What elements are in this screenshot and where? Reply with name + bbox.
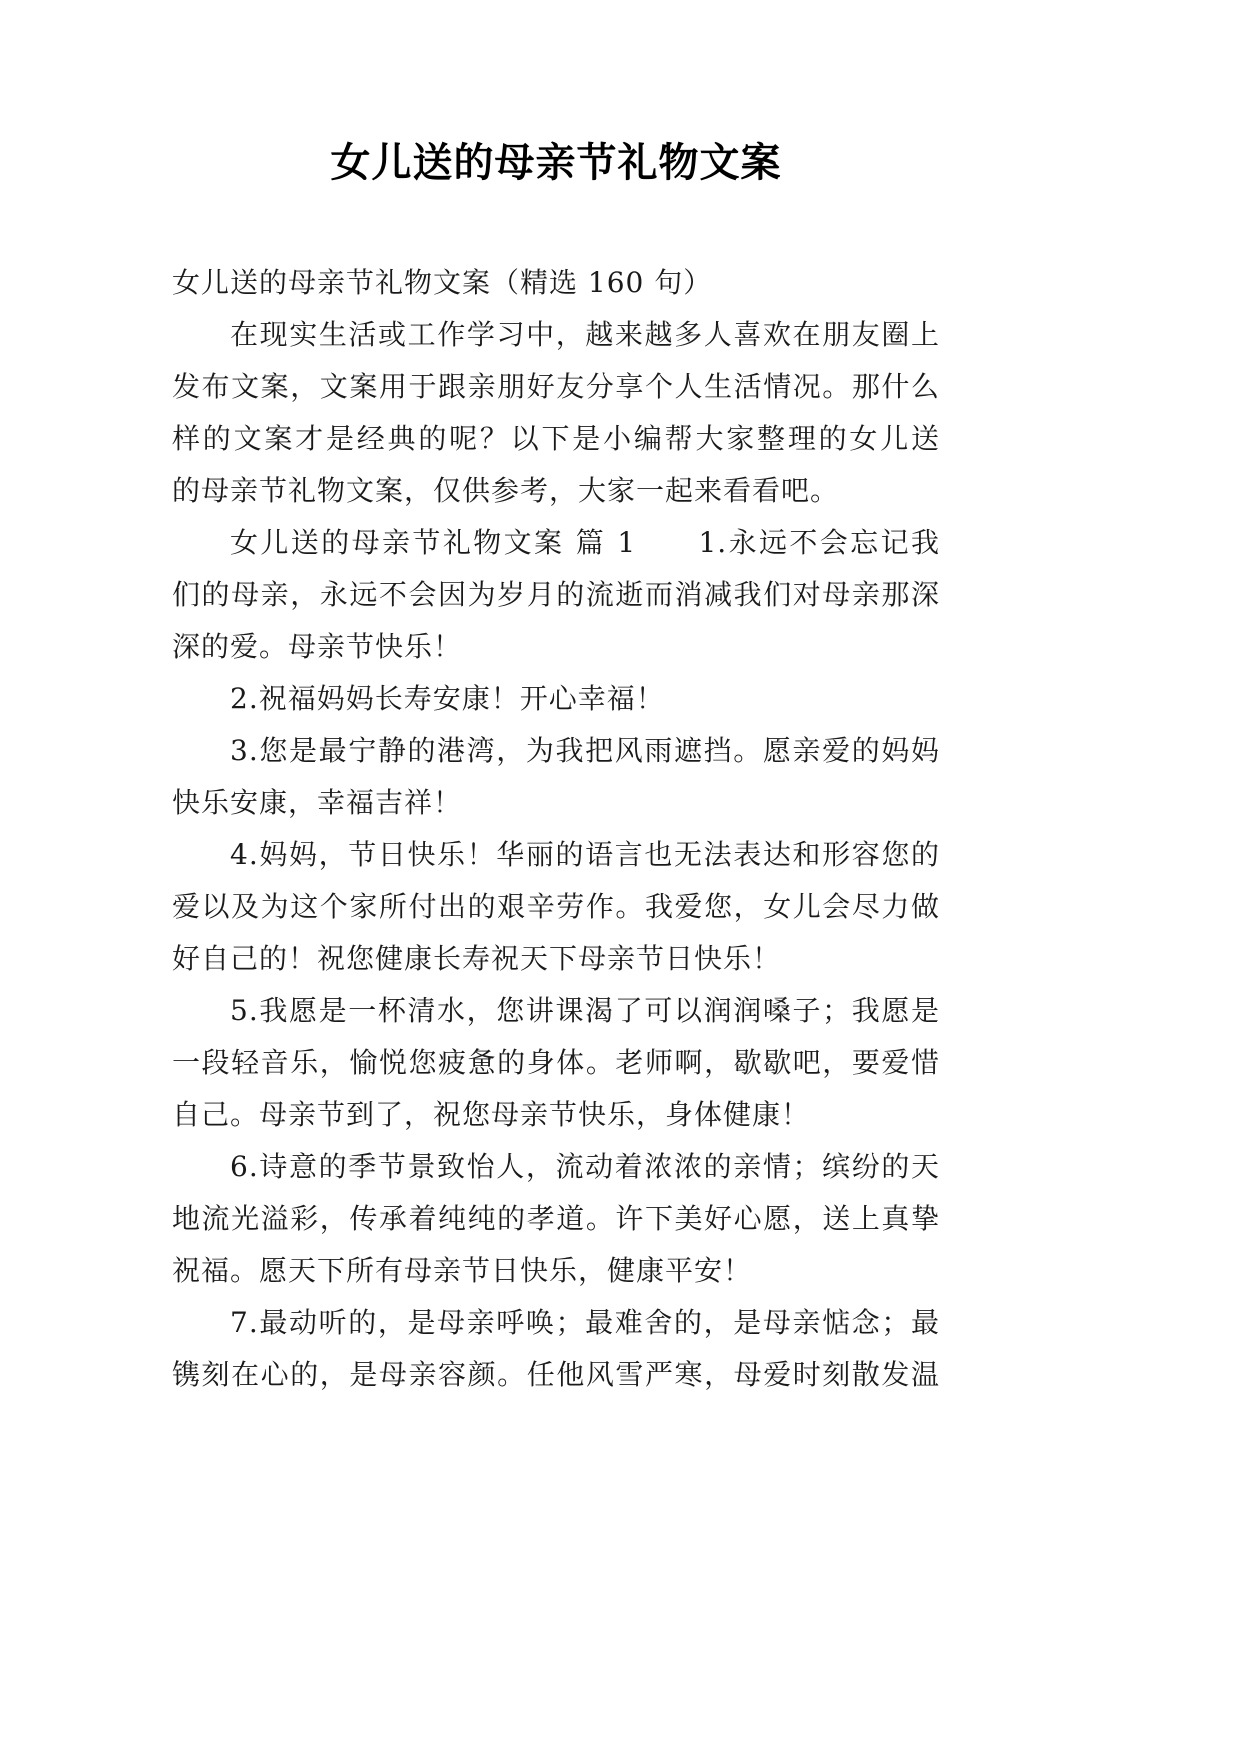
text-line: 3.您是最宁静的港湾，为我把风雨遮挡。愿亲爱的妈妈 bbox=[230, 734, 940, 767]
text-line: 2.祝福妈妈长寿安康！开心幸福！ bbox=[230, 682, 665, 715]
intro-paragraph bbox=[172, 309, 940, 517]
item-7-paragraph bbox=[172, 1297, 940, 1401]
item-4-paragraph bbox=[172, 829, 940, 985]
item-5-paragraph bbox=[172, 985, 940, 1141]
text-line: 祝福。愿天下所有母亲节日快乐，健康平安！ bbox=[172, 1254, 753, 1287]
text-line: 一段轻音乐，愉悦您疲惫的身体。老师啊，歇歇吧，要爱惜 bbox=[172, 1046, 940, 1079]
text-line: 的母亲节礼物文案，仅供参考，大家一起来看看吧。 bbox=[172, 474, 840, 507]
text-line: 样的文案才是经典的呢？以下是小编帮大家整理的女儿送 bbox=[172, 422, 940, 455]
text-line: 女儿送的母亲节礼物文案 篇 1 1.永远不会忘记我 bbox=[230, 526, 940, 559]
text-line: 发布文案，文案用于跟亲朋好友分享个人生活情况。那什么 bbox=[172, 370, 940, 403]
text-line: 7.最动听的，是母亲呼唤；最难舍的，是母亲惦念；最 bbox=[230, 1306, 940, 1339]
item-2-paragraph bbox=[172, 673, 940, 725]
item-6-paragraph bbox=[172, 1141, 940, 1297]
text-line: 镌刻在心的，是母亲容颜。任他风雪严寒，母爱时刻散发温 bbox=[172, 1358, 940, 1391]
section-1-item-1-paragraph bbox=[172, 517, 940, 673]
text-line: 在现实生活或工作学习中，越来越多人喜欢在朋友圈上 bbox=[230, 318, 940, 351]
text-line: 女儿送的母亲节礼物文案（精选 160 句） bbox=[172, 266, 713, 299]
text-line: 6.诗意的季节景致怡人，流动着浓浓的亲情；缤纷的天 bbox=[230, 1150, 940, 1183]
heading-paragraph bbox=[172, 257, 940, 309]
document-body bbox=[172, 257, 940, 1401]
text-line: 深的爱。母亲节快乐！ bbox=[172, 630, 463, 663]
text-line: 好自己的！祝您健康长寿祝天下母亲节日快乐！ bbox=[172, 942, 782, 975]
text-line: 地流光溢彩，传承着纯纯的孝道。许下美好心愿，送上真挚 bbox=[172, 1202, 940, 1235]
text-line: 5.我愿是一杯清水，您讲课渴了可以润润嗓子；我愿是 bbox=[230, 994, 940, 1027]
item-3-paragraph bbox=[172, 725, 940, 829]
text-line: 自己。母亲节到了，祝您母亲节快乐，身体健康！ bbox=[172, 1098, 811, 1131]
text-line: 快乐安康，幸福吉祥！ bbox=[172, 786, 463, 819]
text-line: 爱以及为这个家所付出的艰辛劳作。我爱您，女儿会尽力做 bbox=[172, 890, 940, 923]
text-line: 4.妈妈，节日快乐！华丽的语言也无法表达和形容您的 bbox=[230, 838, 940, 871]
document-title: 女儿送的母亲节礼物文案 bbox=[330, 139, 782, 186]
text-line: 们的母亲，永远不会因为岁月的流逝而消减我们对母亲那深 bbox=[172, 578, 940, 611]
